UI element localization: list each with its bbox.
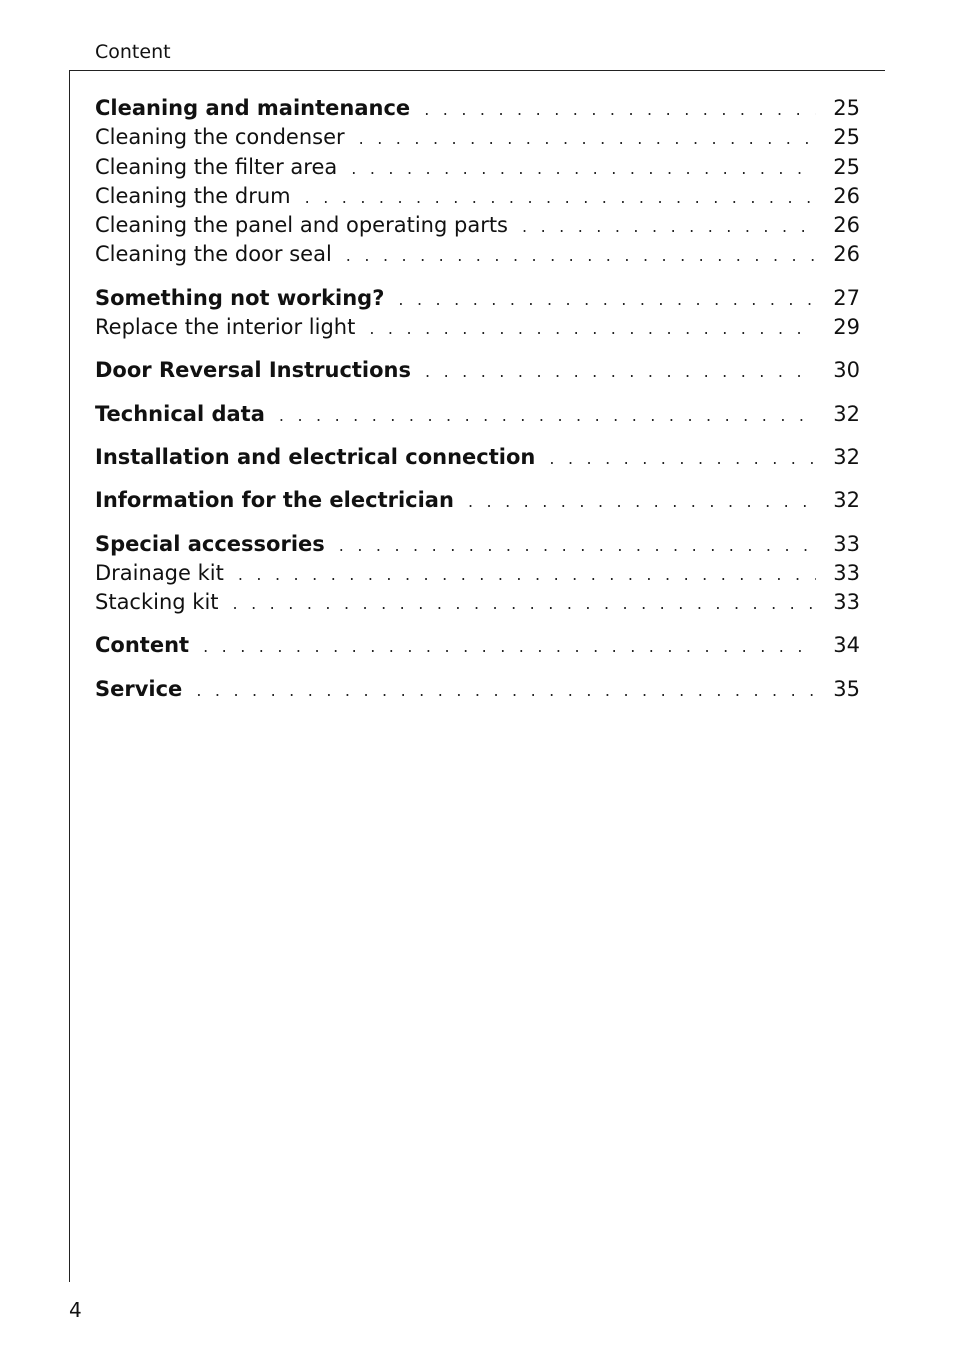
toc-entry-title: Information for the electrician (95, 488, 454, 513)
toc-entry[interactable] (95, 184, 860, 213)
toc-group (95, 633, 860, 662)
toc-heading-entry[interactable] (95, 633, 860, 662)
toc-group (95, 286, 860, 345)
toc-entry-page: 33 (833, 590, 860, 615)
dot-leader (305, 188, 816, 207)
toc-group (95, 402, 860, 431)
toc-heading-entry[interactable] (95, 677, 860, 706)
toc-entry-page: 32 (833, 444, 860, 469)
toc-entry[interactable] (95, 155, 860, 184)
toc-entry-title: Content (95, 633, 190, 658)
toc-heading-entry[interactable] (95, 286, 860, 315)
toc-entry-page: 33 (833, 531, 860, 556)
toc-entry-title: Cleaning the filter area (95, 154, 338, 179)
dot-leader (468, 492, 816, 511)
dot-leader (359, 129, 816, 148)
dot-leader (339, 536, 816, 555)
toc-entry-page: 33 (833, 560, 860, 585)
toc-entry-page: 32 (833, 401, 860, 426)
dot-leader (238, 565, 816, 584)
toc-heading-entry[interactable] (95, 445, 860, 474)
header-rule (69, 70, 885, 71)
dot-leader (203, 637, 816, 656)
toc-entry-title: Drainage kit (95, 560, 224, 585)
toc-entry-title: Replace the interior light (95, 315, 356, 340)
dot-leader (398, 290, 816, 309)
toc-entry-page: 25 (833, 96, 860, 120)
toc-entry-page: 26 (833, 242, 860, 267)
toc-group (95, 96, 860, 272)
toc-entry-page: 34 (833, 633, 860, 658)
toc-group (95, 358, 860, 387)
dot-leader (522, 217, 816, 236)
dot-leader (346, 246, 816, 265)
toc-entry-page: 27 (833, 285, 860, 310)
toc-entry-page: 25 (833, 125, 860, 150)
toc-entry[interactable] (95, 213, 860, 242)
toc-entry[interactable] (95, 125, 860, 154)
toc-group (95, 532, 860, 620)
toc-group (95, 445, 860, 474)
dot-leader (424, 100, 816, 119)
toc-group (95, 677, 860, 706)
toc-heading-entry[interactable] (95, 96, 860, 125)
toc-entry-page: 25 (833, 154, 860, 179)
dot-leader (369, 319, 816, 338)
toc-entry-page: 35 (833, 676, 860, 701)
dot-leader (351, 159, 816, 178)
margin-rule (69, 70, 70, 1282)
toc-entry-title: Cleaning the panel and operating parts (95, 213, 508, 238)
toc-entry-title: Cleaning and maintenance (95, 96, 411, 120)
toc-heading-entry[interactable] (95, 532, 860, 561)
toc-entry-page: 30 (833, 358, 860, 383)
toc-heading-entry[interactable] (95, 358, 860, 387)
toc-entry-title: Special accessories (95, 531, 325, 556)
toc-entry-title: Cleaning the door seal (95, 242, 332, 267)
toc-heading-entry[interactable] (95, 488, 860, 517)
toc-entry-title: Cleaning the condenser (95, 125, 345, 150)
toc-entry-title: Technical data (95, 401, 265, 426)
toc-entry[interactable] (95, 561, 860, 590)
toc-entry-page: 26 (833, 213, 860, 238)
toc-entry-title: Installation and electrical connection (95, 444, 536, 469)
toc-entry-title: Cleaning the drum (95, 183, 291, 208)
table-of-contents (95, 96, 860, 720)
toc-group (95, 488, 860, 517)
toc-entry[interactable] (95, 590, 860, 619)
running-header: Content (95, 41, 171, 63)
dot-leader (425, 362, 816, 381)
toc-entry-page: 32 (833, 488, 860, 513)
toc-heading-entry[interactable] (95, 402, 860, 431)
dot-leader (549, 449, 816, 468)
toc-entry-title: Something not working? (95, 285, 385, 310)
toc-entry-page: 29 (833, 315, 860, 340)
toc-entry[interactable] (95, 242, 860, 271)
dot-leader (279, 406, 816, 425)
toc-entry-title: Door Reversal Instructions (95, 358, 412, 383)
dot-leader (233, 594, 816, 613)
toc-entry[interactable] (95, 315, 860, 344)
toc-entry-page: 26 (833, 183, 860, 208)
toc-entry-title: Stacking kit (95, 590, 219, 615)
page-number: 4 (69, 1298, 82, 1322)
toc-entry-title: Service (95, 676, 183, 701)
dot-leader (196, 681, 816, 700)
